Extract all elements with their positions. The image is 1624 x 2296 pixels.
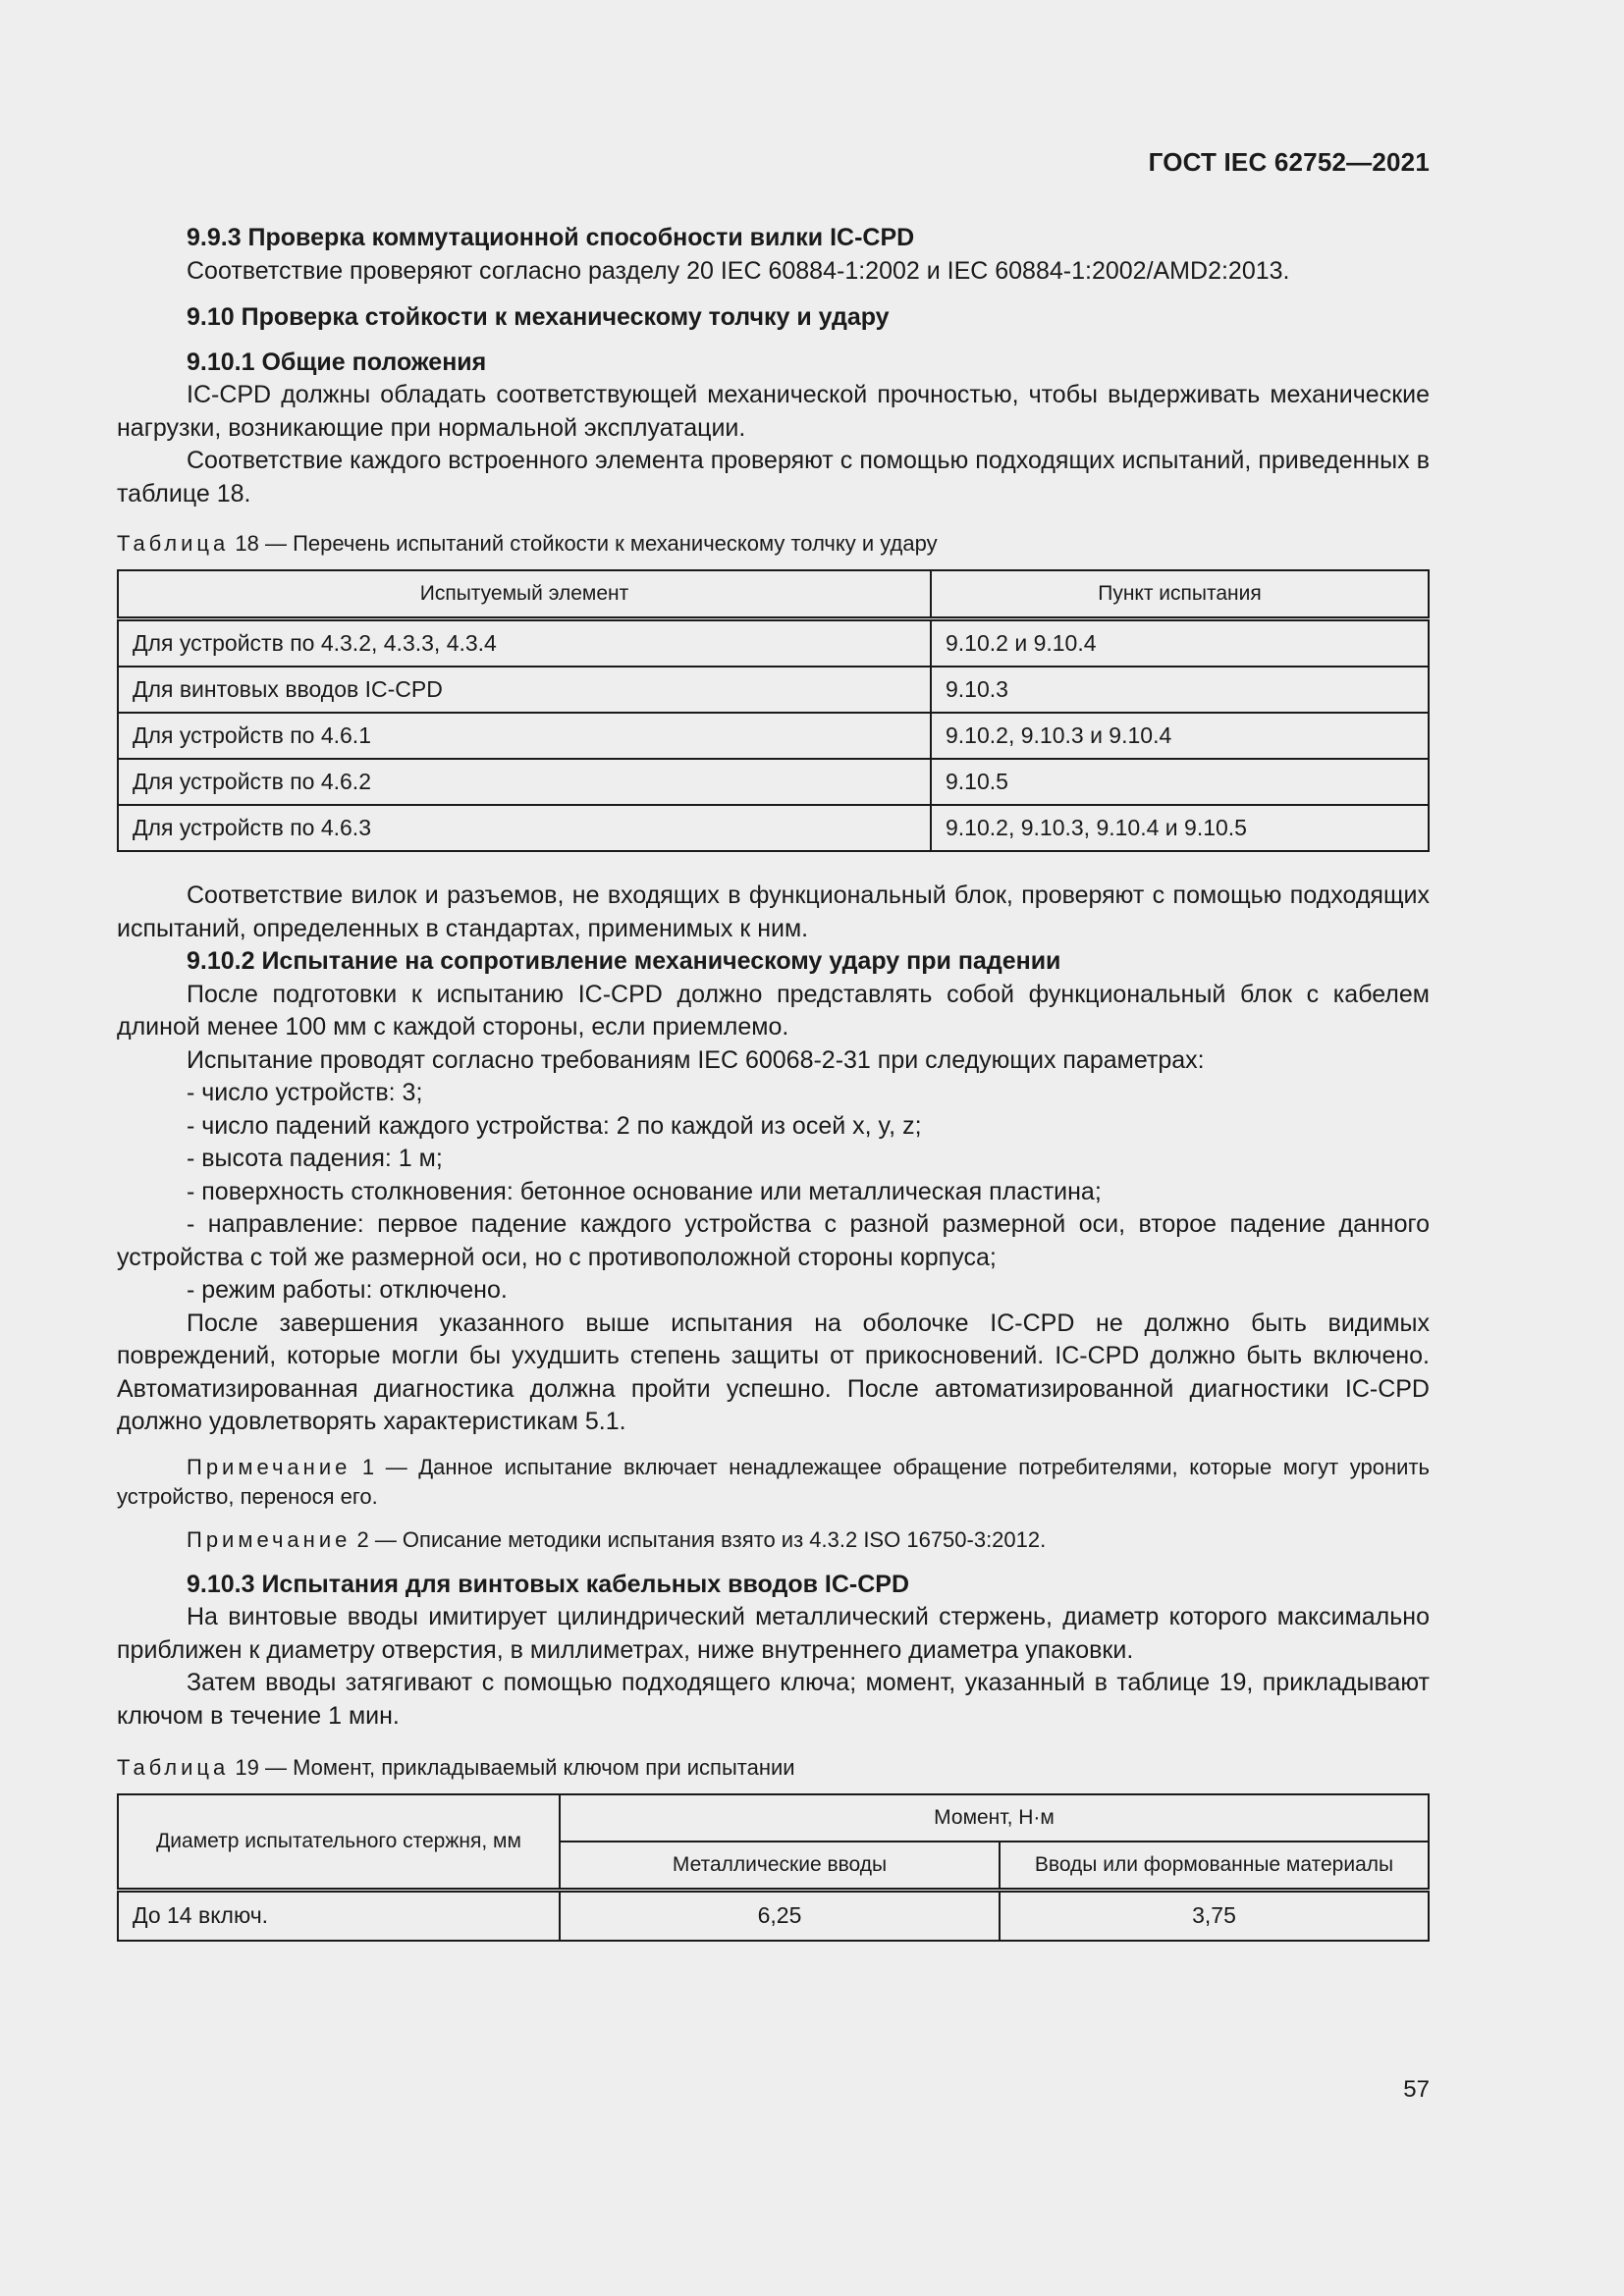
heading-9-10-3: 9.10.3 Испытания для винтовых кабельных вводов IC-CPD: [187, 1570, 910, 1598]
paragraph: IC-CPD должны обладать соответствующей механической прочностью, чтобы выдерживать механические нагрузки, возникающие при нормальной эксплуатации.: [117, 381, 1430, 442]
note-2: [117, 1525, 1430, 1555]
caption-label: Таблица: [117, 531, 230, 556]
table-row: [118, 805, 1429, 851]
heading-9-9-3: 9.9.3 Проверка коммутационной способности вилки IC-CPD: [187, 224, 915, 251]
caption-text: 19 — Момент, прикладываемый ключом при испытании: [235, 1755, 795, 1780]
table-cell: Для винтовых вводов IC-CPD: [118, 667, 931, 713]
heading-9-10-2: 9.10.2 Испытание на сопротивление механическому удару при падении: [187, 947, 1061, 975]
note-label: Примечание: [187, 1526, 352, 1552]
column-header: Вводы или формованные материалы: [1000, 1842, 1429, 1891]
paragraph: На винтовые вводы имитирует цилиндрический металлический стержень, диаметр которого максимально приближен к диаметру отверстия, в миллиметрах, ниже внутреннего диаметра упаковки.: [117, 1603, 1430, 1664]
list-item: - число устройств: 3;: [187, 1079, 423, 1106]
column-header: Металлические вводы: [560, 1842, 1000, 1891]
note-1: [117, 1453, 1430, 1512]
caption-text: 18 — Перечень испытаний стойкости к механическому толчку и удару: [235, 531, 938, 556]
paragraph: Соответствие проверяют согласно разделу 20 IEC 60884-1:2002 и IEC 60884-1:2002/AMD2:2013.: [187, 256, 1290, 285]
heading-9-10: 9.10 Проверка стойкости к механическому толчку и удару: [187, 303, 890, 331]
paragraph: Испытание проводят согласно требованиям IEC 60068-2-31 при следующих параметрах:: [187, 1045, 1205, 1074]
table-cell: 6,25: [560, 1891, 1000, 1942]
paragraph: Соответствие вилок и разъемов, не входящих в функциональный блок, проверяют с помощью подходящих испытаний, определенных в стандартах, применимых к ним.: [117, 881, 1430, 942]
list-item: - число падений каждого устройства: 2 по каждой из осей x, y, z;: [187, 1111, 922, 1140]
table18-caption: [117, 530, 1430, 558]
table-cell: 9.10.3: [931, 667, 1429, 713]
list-item: - поверхность столкновения: бетонное основание или металлическая пластина;: [187, 1177, 1102, 1205]
table-row: [118, 1891, 1429, 1942]
table-19: [117, 1793, 1430, 1942]
page-number: 57: [1403, 2076, 1430, 2103]
paragraph: После подготовки к испытанию IC-CPD должно представлять собой функциональный блок с кабелем длиной менее 100 мм с каждой стороны, если приемлемо.: [117, 980, 1430, 1041]
table-header-row: [118, 1794, 1429, 1842]
table-cell: Для устройств по 4.6.1: [118, 713, 931, 759]
table19-caption: [117, 1754, 1430, 1782]
paragraph: Затем вводы затягивают с помощью подходящего ключа; момент, указанный в таблице 19, прикладывают ключом в течение 1 мин.: [117, 1669, 1430, 1730]
column-header: Пункт испытания: [931, 570, 1429, 619]
column-group-header: Момент, Н·м: [560, 1794, 1429, 1842]
table-cell: До 14 включ.: [118, 1891, 560, 1942]
list-item: - высота падения: 1 м;: [187, 1145, 443, 1172]
table-row: [118, 667, 1429, 713]
paragraph: Соответствие каждого встроенного элемента проверяют с помощью подходящих испытаний, приведенных в таблице 18.: [117, 447, 1430, 507]
table-cell: 9.10.2, 9.10.3 и 9.10.4: [931, 713, 1429, 759]
table-row: [118, 759, 1429, 805]
heading-9-10-1: 9.10.1 Общие положения: [187, 347, 487, 376]
page-content: [117, 222, 1430, 1942]
table-18: [117, 569, 1430, 852]
list-item: - режим работы: отключено.: [187, 1276, 508, 1304]
note-label: Примечание: [187, 1454, 352, 1479]
table-cell: 9.10.2, 9.10.3, 9.10.4 и 9.10.5: [931, 805, 1429, 851]
document-code: ГОСТ IEC 62752—2021: [1148, 147, 1430, 177]
table-row: [118, 713, 1429, 759]
column-header: Испытуемый элемент: [118, 570, 931, 619]
note-text: 2 — Описание методики испытания взято из 4.3.2 ISO 16750-3:2012.: [356, 1526, 1047, 1552]
table-cell: Для устройств по 4.6.3: [118, 805, 931, 851]
table-cell: 9.10.2 и 9.10.4: [931, 619, 1429, 667]
column-header: Диаметр испытательного стержня, мм: [118, 1794, 560, 1891]
table-header-row: [118, 570, 1429, 619]
list-item: - направление: первое падение каждого устройства с разной размерной оси, второе падение данного устройства с той же размерной оси, но с противоположной стороны корпуса;: [117, 1210, 1430, 1271]
paragraph: После завершения указанного выше испытания на оболочке IC-CPD не должно быть видимых повреждений, которые могли бы ухудшить степень защиты от прикосновений. IC-CPD должно быть включено. Автоматизированная диагностика должна пройти успешно. После автоматизированной диагностики IC-CPD должно удовлетворять характеристикам 5.1.: [117, 1308, 1430, 1435]
note-text: 1 — Данное испытание включает ненадлежащее обращение потребителями, которые могут уронить устройство, перенося его.: [117, 1454, 1430, 1509]
table-cell: 9.10.5: [931, 759, 1429, 805]
table-row: [118, 619, 1429, 667]
table-cell: Для устройств по 4.3.2, 4.3.3, 4.3.4: [118, 619, 931, 667]
caption-label: Таблица: [117, 1755, 230, 1780]
table-cell: Для устройств по 4.6.2: [118, 759, 931, 805]
table-cell: 3,75: [1000, 1891, 1429, 1942]
